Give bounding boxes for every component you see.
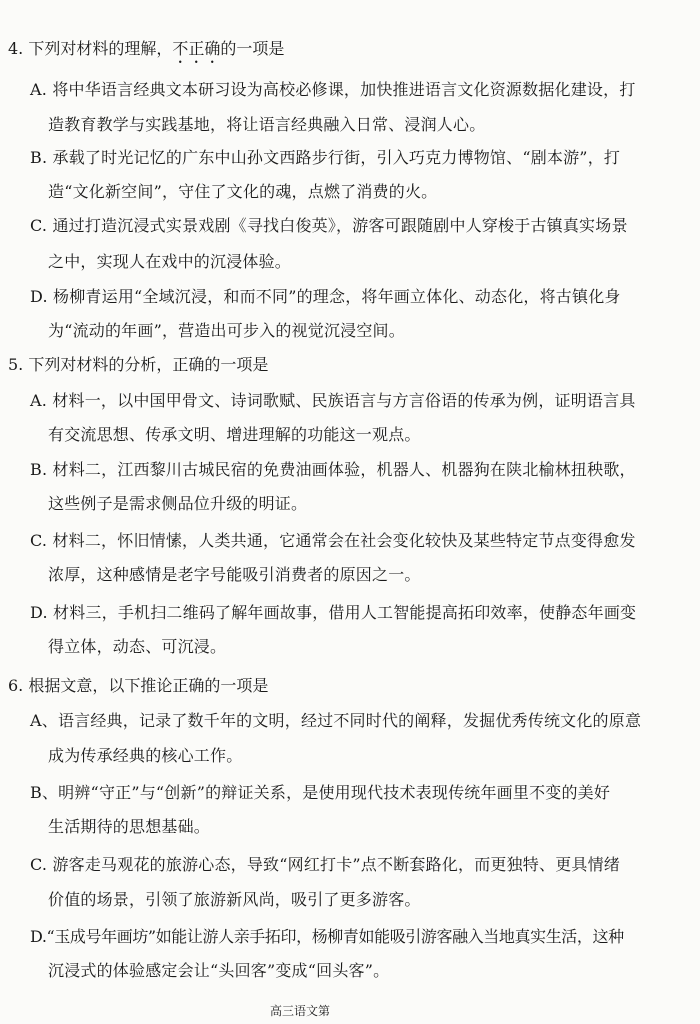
q5-option-d-line1: D. 材料三，手机扫二维码了解年画故事，借用人工智能提高拓印效率，使静态年画变 [30,603,637,622]
q6-option-b-line1: B、明辨“守正”与“创新”的辩证关系，是使用现代技术表现传统年画里不变的美好 [30,783,611,802]
q6-option-c-line1: C. 游客走马观花的旅游心态，导致“网红打卡”点不断套路化，而更独特、更具情绪 [30,855,621,874]
q4-option-d-line1: D. 杨柳青运用“全域沉浸，和而不同”的理念，将年画立体化、动态化，将古镇化身 [30,287,621,306]
q6-option-d-line1: D.“玉成号年画坊”如能让游人亲手拓印，杨柳青如能吸引游客融入当地真实生活，这种 [30,927,624,946]
question-4-stem-before: 下列对材料的理解， [28,39,173,58]
q4-option-a-line1: A. 将中华语言经典文本研习设为高校必修课，加快推进语言文化资源数据化建设，打 [30,80,636,99]
q4-option-b-line1: B. 承载了时光记忆的广东中山孙文西路步行街，引入巧克力博物馆、“剧本游”，打 [30,148,621,167]
q6-option-c-line2: 价值的场景，引领了旅游新风尚，吸引了更多游客。 [48,890,421,909]
q5-option-c-line1: C. 材料二，怀旧情愫，人类共通，它通常会在社会变化较快及某些特定节点变得愈发 [30,531,636,550]
q6-option-a-line1: A、语言经典，记录了数千年的文明，经过不同时代的阐释，发掘优秀传统文化的原意 [30,711,642,730]
q4-option-b-line2: 造“文化新空间”，守住了文化的魂，点燃了消费的火。 [48,182,438,201]
q5-option-a-line2: 有交流思想、传承文明、增进理解的功能这一观点。 [48,425,421,444]
q6-option-b-line2: 生活期待的思想基础。 [48,817,211,836]
q4-option-c-line1: C. 通过打造沉浸式实景戏剧《寻找白俊英》，游客可跟随剧中人穿梭于古镇真实场景 [30,216,628,235]
question-4-emphasis: 不正确 [172,39,221,58]
q6-option-a-line2: 成为传承经典的核心工作。 [48,746,243,765]
q4-option-d-line2: 为“流动的年画”，营造出可步入的视觉沉浸空间。 [48,321,405,340]
q5-option-c-line2: 浓厚，这种感情是老字号能吸引消费者的原因之一。 [48,565,421,584]
q4-option-a-line2: 造教育教学与实践基地，将让语言经典融入日常、浸润人心。 [48,115,486,134]
q5-option-d-line2: 得立体，动态、可沉浸。 [48,637,227,656]
q5-option-a-line1: A. 材料一，以中国甲骨文、诗词歌赋、民族语言与方言俗语的传承为例，证明语言具 [30,391,636,410]
footer-redaction-overlay [336,995,456,1024]
question-4-number: 4. [8,39,24,58]
page-footer: 高三语文第 [270,1004,331,1018]
question-6-stem: 6. 根据文意，以下推论正确的一项是 [8,676,269,695]
q6-option-d-line2: 沉浸式的体验感定会让“头回客”变成“回头客”。 [48,961,390,980]
question-4-stem-after: 的一项是 [220,39,285,58]
question-5-stem: 5. 下列对材料的分析，正确的一项是 [8,355,269,374]
question-4-stem [8,38,284,67]
q5-option-b-line2: 这些例子是需求侧品位升级的明证。 [48,494,308,513]
q4-option-c-line2: 之中，实现人在戏中的沉浸体验。 [48,252,292,271]
q5-option-b-line1: B. 材料二，江西黎川古城民宿的免费油画体验，机器人、机器狗在陕北榆林扭秧歌， [30,460,636,479]
